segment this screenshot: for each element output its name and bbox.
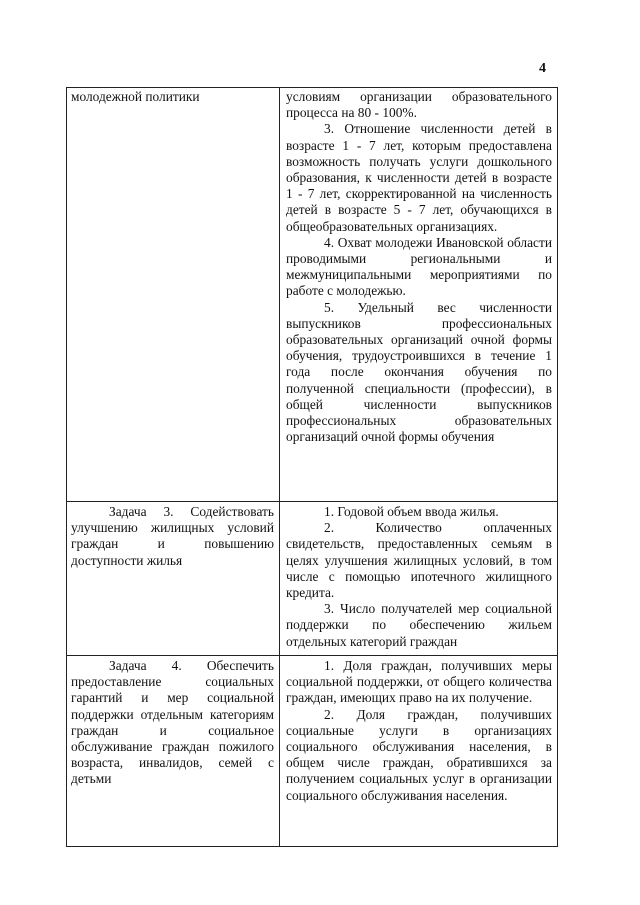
row-1-objective-text: молодежной политики — [71, 89, 200, 104]
indicator-text: 3. Число получателей мер социальной поддержки по обеспечению жильем отдельных категорий граждан — [286, 601, 552, 649]
indicator-text: 1. Годовой объем ввода жилья. — [324, 504, 499, 519]
indicator-table — [66, 87, 558, 847]
table-row-2-right-cell — [286, 504, 552, 650]
task-4-text: Задача 4. Обеспечить предоставление социальных гарантий и мер социальной поддержки отдельным категориям граждан и социальное обслуживание граждан пожилого возраста, инвалидов, семей с детьми — [71, 658, 274, 787]
page-number: 4 — [539, 61, 546, 76]
table-right-border — [557, 87, 558, 847]
column-divider — [279, 87, 280, 847]
indicator-text: 3. Отношение численности детей в возрасте 1 - 7 лет, которым предоставлена возможность получать услуги дошкольного образования, к численности детей в возрасте 1 - 7 лет, скорректированной на численность детей в возрасте 5 - 7 лет, обучающихся в общеобразовательных организациях. — [286, 121, 552, 234]
indicator-text: 2. Количество оплаченных свидетельств, предоставленных семьям в целях улучшения жилищных условий, в том числе с помощью ипотечного жилищного кредита. — [286, 520, 552, 601]
indicator-text: 2. Доля граждан, получивших социальные услуги в организациях социального обслуживания населения, в общем числе граждан, обратившихся за получением социальных услуг в организации социального обслуживания населения. — [286, 706, 552, 803]
table-left-border — [66, 87, 67, 847]
table-row-3-left-cell — [71, 658, 274, 788]
row-divider-2 — [66, 655, 558, 656]
table-bottom-border — [66, 846, 558, 847]
row-divider-1 — [66, 501, 558, 502]
table-row-3-right-cell — [286, 658, 552, 804]
indicator-text: условиям организации образовательного процесса на 80 - 100%. — [286, 89, 552, 121]
table-row-1-right-cell — [286, 89, 552, 445]
table-row-2-left-cell — [71, 504, 274, 569]
indicator-text: 1. Доля граждан, получивших меры социальной поддержки, от общего количества граждан, имеющих право на их получение. — [286, 658, 552, 706]
indicator-text: 5. Удельный вес численности выпускников профессиональных образовательных организаций очной формы обучения, трудоустроившихся в течение 1 года после окончания обучения по полученной специальности (профессии), в общей численности выпускников профессиональных образовательных организаций очной формы обучения — [286, 299, 552, 445]
task-3-text: Задача 3. Содействовать улучшению жилищных условий граждан и повышению доступности жилья — [71, 504, 274, 568]
indicator-text: 4. Охват молодежи Ивановской области проводимыми региональными и межмуниципальными мероприятиями по работе с молодежью. — [286, 234, 552, 299]
table-row-1-left-cell — [71, 89, 274, 105]
